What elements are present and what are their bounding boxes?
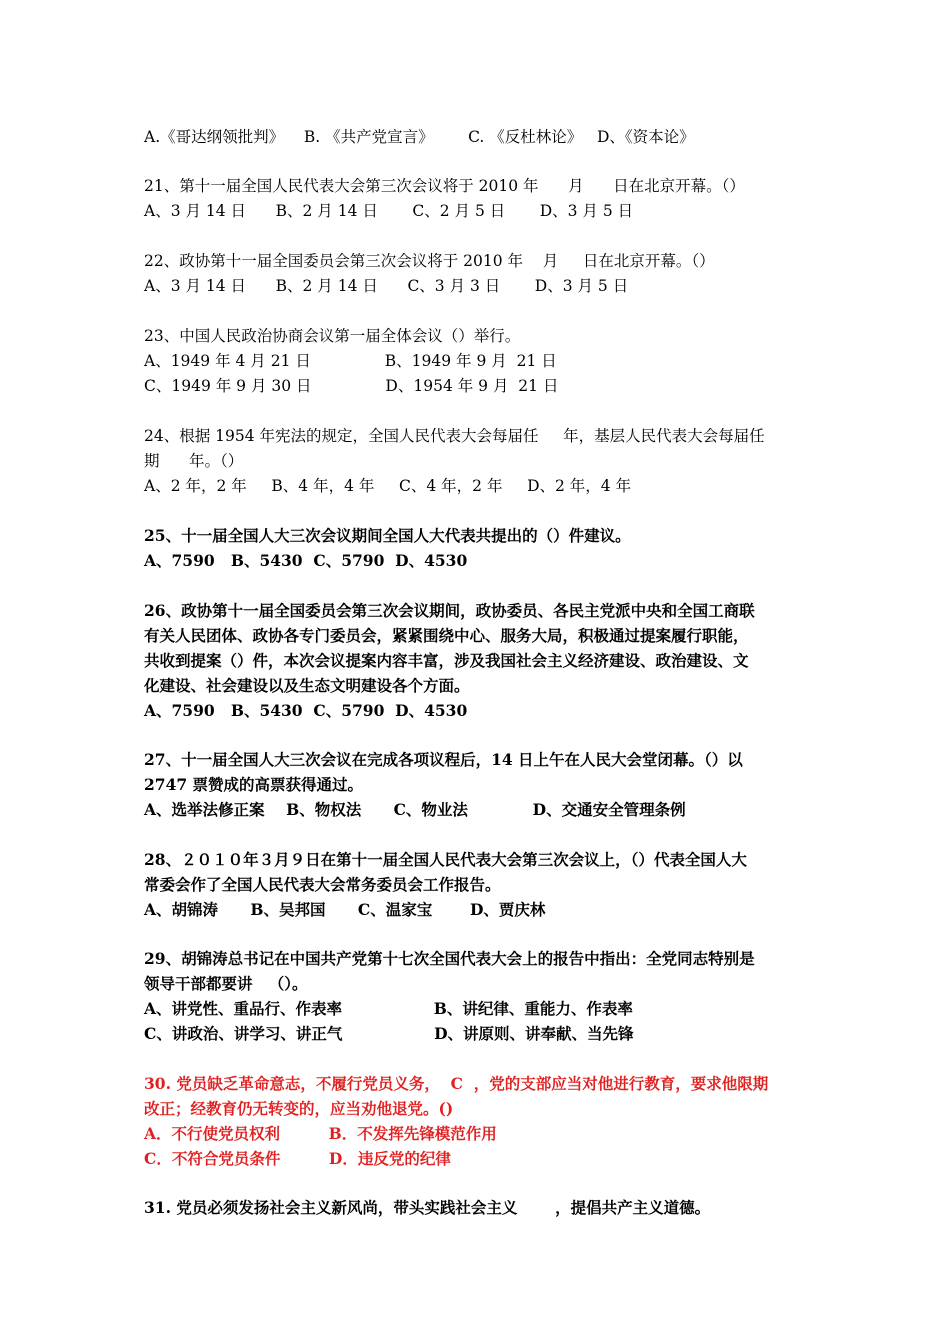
q26-stem-line3: 共收到提案（）件，本次会议提案内容丰富，涉及我国社会主义经济建设、政治建设、文 [144, 651, 749, 670]
q28-stem-line1: 28、２０１０年３月９日在第十一届全国人民代表大会第三次会议上，（）代表全国人大 [144, 850, 747, 869]
q30-options-cd: C．不符合党员条件 D．违反党的纪律 [144, 1149, 451, 1168]
q25-options: A、7590 B、5430 C、5790 D、4530 [144, 551, 468, 570]
q31-stem: 31. 党员必须发扬社会主义新风尚，带头实践社会主义 ，提倡共产主义道德。 [144, 1198, 711, 1217]
q29-options-ab: A、讲党性、重品行、作表率 B、讲纪律、重能力、作表率 [144, 999, 633, 1018]
q30-stem-line2: 改正；经教育仍无转变的，应当劝他退党。() [144, 1099, 454, 1118]
q27-stem-line1: 27、十一届全国人大三次会议在完成各项议程后，14 日上午在人民大会堂闭幕。（）以 [144, 750, 743, 769]
q21-options: A、3 月 14 日 B、2 月 14 日 C、2 月 5 日 D、3 月 5 日 [144, 202, 634, 220]
q28-stem-line2: 常委会作了全国人民代表大会常务委员会工作报告。 [144, 875, 501, 894]
q21-stem: 21、第十一届全国人民代表大会第三次会议将于 2010 年 月 日在北京开幕。（） [144, 177, 745, 195]
q24-stem-line2: 期 年。（） [144, 452, 244, 470]
q26-stem-line4: 化建设、社会建设以及生态文明建设各个方面。 [144, 676, 470, 695]
q27-stem-line2: 2747 票赞成的高票获得通过。 [144, 775, 364, 794]
q22-options: A、3 月 14 日 B、2 月 14 日 C、3 月 3 日 D、3 月 5 日 [144, 277, 629, 295]
q30-stem-line1: 30. 党员缺乏革命意志，不履行党员义务， C ，党的支部应当对他进行教育，要求他限期 [144, 1074, 769, 1093]
q23-stem: 23、中国人民政治协商会议第一届全体会议（）举行。 [144, 327, 521, 345]
q24-options: A、2 年，2 年 B、4 年，4 年 C、4 年，2 年 D、2 年，4 年 [144, 477, 632, 495]
q26-stem-line2: 有关人民团体、政协各专门委员会，紧紧围绕中心、服务大局，积极通过提案履行职能， [144, 626, 749, 645]
q29-stem-line2: 领导干部都要讲 （）。 [144, 974, 308, 993]
q23-options-ab: A、1949 年 4 月 21 日 B、1949 年 9 月 21 日 [144, 352, 557, 370]
q26-stem-line1: 26、政协第十一届全国委员会第三次会议期间，政协委员、各民主党派中央和全国工商联 [144, 601, 755, 620]
q29-options-cd: C、讲政治、讲学习、讲正气 D、讲原则、讲奉献、当先锋 [144, 1024, 634, 1043]
q25-stem: 25、十一届全国人大三次会议期间全国人大代表共提出的（）件建议。 [144, 526, 631, 545]
q24-stem-line1: 24、根据 1954 年宪法的规定，全国人民代表大会每届任 年，基层人民代表大会每届任 [144, 427, 765, 445]
q29-stem-line1: 29、胡锦涛总书记在中国共产党第十七次全国代表大会上的报告中指出：全党同志特别是 [144, 949, 755, 968]
q30-options-ab: A．不行使党员权利 B．不发挥先锋模范作用 [144, 1124, 497, 1143]
q26-options: A、7590 B、5430 C、5790 D、4530 [144, 701, 468, 720]
q20-options: A.《哥达纲领批判》 B. 《共产党宣言》 C. 《反杜林论》 D、《资本论》 [144, 128, 695, 146]
q23-options-cd: C、1949 年 9 月 30 日 D、1954 年 9 月 21 日 [144, 377, 559, 395]
q27-options: A、选举法修正案 B、物权法 C、物业法 D、交通安全管理条例 [144, 800, 686, 819]
q22-stem: 22、政协第十一届全国委员会第三次会议将于 2010 年 月 日在北京开幕。（） [144, 252, 715, 270]
q28-options: A、胡锦涛 B、吴邦国 C、温家宝 D、贾庆林 [144, 900, 546, 919]
